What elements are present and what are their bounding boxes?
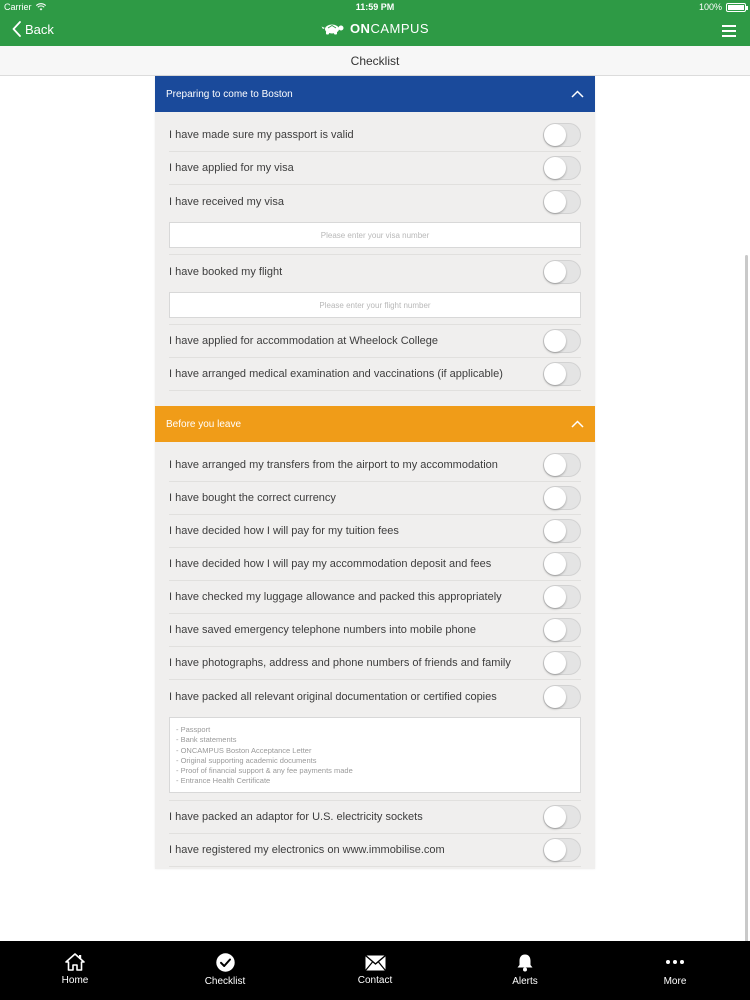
tab-contact[interactable] — [300, 941, 450, 1000]
tab-label: Checklist — [204, 976, 246, 987]
note-line: - Proof of financial support & any fee payments made — [176, 766, 353, 776]
checklist-item-label: I have checked my luggage allowance and packed this appropriately — [169, 591, 502, 603]
checklist-item — [169, 834, 581, 867]
checklist-item — [169, 515, 581, 548]
battery-percent: 100% — [698, 2, 722, 12]
flight-number-input[interactable] — [169, 292, 581, 318]
checklist-item — [169, 449, 581, 482]
back-label: Back — [25, 21, 54, 37]
checklist-item-label: I have bought the correct currency — [169, 492, 336, 504]
toggle-switch[interactable] — [543, 685, 581, 709]
checklist-panel — [155, 76, 595, 869]
visa-number-input[interactable] — [169, 222, 581, 248]
tab-label: Home — [61, 975, 89, 986]
battery-icon — [726, 3, 746, 12]
checklist-item-label: I have made sure my passport is valid — [169, 129, 354, 141]
checklist-item — [169, 255, 581, 288]
section-title: Preparing to come to Boston — [166, 88, 293, 100]
checklist-item-label: I have packed all relevant original documentation or certified copies — [169, 690, 497, 703]
checklist-item — [169, 801, 581, 834]
tab-label: Alerts — [512, 976, 538, 987]
status-right — [699, 2, 746, 12]
tab-home[interactable] — [0, 941, 150, 1000]
oncampus-logo — [0, 21, 750, 36]
tab-label: Contact — [357, 975, 393, 986]
toggle-switch[interactable] — [543, 519, 581, 543]
checklist-item — [169, 185, 581, 218]
toggle-switch[interactable] — [543, 190, 581, 214]
home-icon — [65, 953, 85, 971]
note-line: - Passport — [176, 725, 211, 734]
status-bar — [0, 0, 750, 15]
carrier-label: Carrier — [4, 2, 32, 12]
chevron-up-icon — [571, 90, 584, 98]
tab-label: More — [663, 976, 687, 987]
checklist-item-label: I have decided how I will pay for my tuition fees — [169, 525, 399, 537]
toggle-switch[interactable] — [543, 618, 581, 642]
checklist-item — [169, 548, 581, 581]
checklist-item-label: I have saved emergency telephone numbers into mobile phone — [169, 624, 476, 636]
toggle-switch[interactable] — [543, 585, 581, 609]
toggle-switch[interactable] — [543, 486, 581, 510]
status-time: 11:59 PM — [355, 2, 395, 12]
scrollbar[interactable] — [745, 255, 748, 945]
note-line: - ONCAMPUS Boston Acceptance Letter — [176, 745, 312, 755]
checkmark-circle-icon — [216, 953, 235, 972]
brand-campus: CAMPUS — [370, 21, 430, 36]
toggle-switch[interactable] — [543, 156, 581, 180]
toggle-switch[interactable] — [543, 123, 581, 147]
checklist-item — [169, 152, 581, 185]
toggle-switch[interactable] — [543, 552, 581, 576]
section-header-before-you-leave[interactable] — [155, 406, 595, 442]
visa-number-wrap — [169, 218, 581, 255]
checklist-item — [169, 647, 581, 680]
hamburger-menu-icon — [722, 25, 736, 37]
checklist-item — [169, 325, 581, 358]
section-spacer — [155, 391, 595, 406]
note-line: - Entrance Health Certificate — [176, 776, 271, 786]
checklist-item-label: I have arranged my transfers from the airport to my accommodation — [169, 459, 498, 471]
documents-notes-textarea[interactable] — [169, 717, 581, 793]
section-body-preparing — [155, 112, 595, 391]
toggle-switch[interactable] — [543, 329, 581, 353]
page-title: Checklist — [0, 46, 750, 76]
checklist-item-label: I have packed an adaptor for U.S. electricity sockets — [169, 811, 423, 823]
section-header-preparing[interactable] — [155, 76, 595, 112]
navigation-bar — [0, 15, 750, 46]
section-body-before-you-leave — [155, 442, 595, 867]
tab-more[interactable] — [600, 941, 750, 1000]
tab-bar — [0, 941, 750, 1000]
documents-notes-wrap — [169, 713, 581, 801]
brand-text — [350, 21, 429, 36]
checklist-item-label: I have booked my flight — [169, 265, 283, 278]
checklist-item-label: I have decided how I will pay my accommodation deposit and fees — [169, 558, 492, 570]
checklist-item — [169, 482, 581, 515]
section-title: Before you leave — [166, 418, 242, 430]
menu-button[interactable] — [722, 24, 736, 42]
bell-icon — [516, 953, 534, 972]
toggle-switch[interactable] — [543, 260, 581, 284]
checklist-item — [169, 614, 581, 647]
checklist-item-label: I have applied for my visa — [169, 162, 294, 174]
checklist-item — [169, 581, 581, 614]
toggle-switch[interactable] — [543, 362, 581, 386]
checklist-item — [169, 358, 581, 391]
brand-on: ON — [349, 21, 371, 36]
flight-number-wrap — [169, 288, 581, 325]
toggle-switch[interactable] — [543, 453, 581, 477]
envelope-icon — [365, 955, 386, 971]
checklist-item-label: I have received my visa — [169, 195, 284, 208]
chevron-up-icon — [571, 420, 584, 428]
checklist-item — [169, 680, 581, 713]
note-line: - Bank statements — [176, 735, 237, 745]
turtle-logo-icon — [321, 22, 345, 35]
more-dots-icon — [665, 953, 685, 972]
toggle-switch[interactable] — [543, 805, 581, 829]
toggle-switch[interactable] — [543, 838, 581, 862]
note-line: - Original supporting academic documents — [176, 755, 317, 765]
checklist-item-label: I have arranged medical examination and vaccinations (if applicable) — [169, 368, 503, 380]
checklist-item-label: I have photographs, address and phone numbers of friends and family — [169, 657, 511, 669]
tab-alerts[interactable] — [450, 941, 600, 1000]
tab-checklist[interactable] — [150, 941, 300, 1000]
checklist-item-label: I have registered my electronics on www.immobilise.com — [169, 844, 445, 856]
checklist-item — [169, 119, 581, 152]
toggle-switch[interactable] — [543, 651, 581, 675]
checklist-item-label: I have applied for accommodation at Wheelock College — [169, 335, 439, 347]
